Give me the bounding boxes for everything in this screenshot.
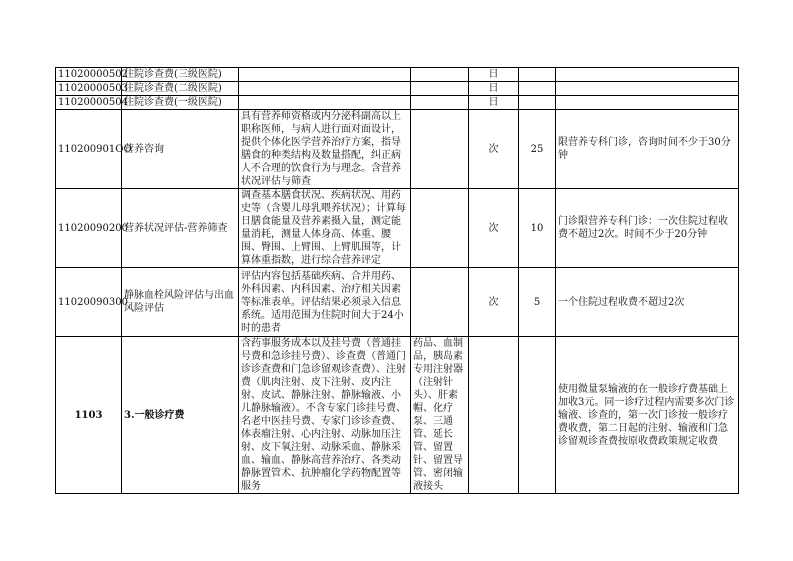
item-code: 110200901OO <box>56 110 122 189</box>
item-content <box>239 82 411 96</box>
item-code: 1103 <box>56 337 122 494</box>
item-exclusions <box>411 68 469 82</box>
item-price <box>519 68 556 82</box>
table-row <box>56 68 739 82</box>
item-exclusions <box>411 110 469 189</box>
item-price <box>519 96 556 110</box>
item-notes <box>556 96 739 110</box>
item-name: 住院诊查费(二级医院) <box>122 82 239 96</box>
item-name: 住院诊查费(三级医院) <box>122 68 239 82</box>
table-row <box>56 337 739 494</box>
item-content: 调查基本膳食状况、疾病状况、用药史等（含婴儿母乳喂养状况）；计算每日膳食能量及营养素摄入量，测定能量消耗，测量人体身高、体重、腰围、臀围、上臂围、上臂肌围等，计算体重指数，进行综合营养评定 <box>239 189 411 268</box>
item-unit: 次 <box>469 268 519 337</box>
item-exclusions <box>411 189 469 268</box>
table-row <box>56 268 739 337</box>
item-name: 3.一般诊疗费 <box>122 337 239 494</box>
item-name: 住院诊查费(一级医院) <box>122 96 239 110</box>
item-price <box>519 82 556 96</box>
fee-table <box>55 67 739 494</box>
item-notes: 门诊限营养专科门诊：一次住院过程收费不超过2次。时间不少于20分钟 <box>556 189 739 268</box>
item-notes <box>556 68 739 82</box>
item-code: 11020090200 <box>56 189 122 268</box>
item-code: 11020000503 <box>56 82 122 96</box>
item-notes: 一个住院过程收费不超过2次 <box>556 268 739 337</box>
item-exclusions <box>411 82 469 96</box>
item-content: 具有营养师资格或内分泌科副高以上职称医师，与病人进行面对面设计，提供个体化医学营养治疗方案，指导膳食的种类结构及数量搭配，纠正病人不合理的饮食行为与理念。含营养状况评估与筛查 <box>239 110 411 189</box>
item-unit: 次 <box>469 110 519 189</box>
table-row <box>56 96 739 110</box>
table-row <box>56 82 739 96</box>
item-price <box>519 337 556 494</box>
item-price: 25 <box>519 110 556 189</box>
item-exclusions <box>411 268 469 337</box>
item-code: 11020090300 <box>56 268 122 337</box>
item-content: 评估内容包括基础疾病、合并用药、外科因素、内科因素、治疗相关因素等标准表单。评估结果必须录入信息系统。适用范围为住院时间大于24小时的患者 <box>239 268 411 337</box>
item-content <box>239 96 411 110</box>
item-notes: 限营养专科门诊，咨询时间不少于30分钟 <box>556 110 739 189</box>
item-name: 营养咨询 <box>122 110 239 189</box>
item-unit: 日 <box>469 96 519 110</box>
item-price: 10 <box>519 189 556 268</box>
item-code: 11020000502 <box>56 68 122 82</box>
item-unit <box>469 337 519 494</box>
item-content: 含药事服务成本以及挂号费（普通挂号费和急诊挂号费）、诊查费（普通门诊诊查费和门急诊留观诊查费）、注射费（肌肉注射、皮下注射、皮内注射、皮试、静脉注射、静脉输液、小儿静脉输液）。不含专家门诊挂号费、名老中医挂号费、专家门诊诊查费、体表瘤注射、心内注射、动脉加压注射、皮下氧注射、动脉采血、静脉采血、输血、静脉高营养治疗、各类动静脉置管术、抗肿瘤化学药物配置等服务 <box>239 337 411 494</box>
table-row <box>56 110 739 189</box>
item-content <box>239 68 411 82</box>
table-row <box>56 189 739 268</box>
item-notes: 使用微量泵输液的在一般诊疗费基础上加收3元。同一诊疗过程内需要多次门诊输液、诊查的，第一次门诊按一般诊疗费收费，第二日起的注射、输液和门急诊留观诊查费按原收费政策规定收费 <box>556 337 739 494</box>
item-name: 静脉血栓风险评估与出血风险评估 <box>122 268 239 337</box>
item-notes <box>556 82 739 96</box>
item-code: 11020000504 <box>56 96 122 110</box>
item-unit: 日 <box>469 82 519 96</box>
item-unit: 日 <box>469 68 519 82</box>
item-price: 5 <box>519 268 556 337</box>
item-exclusions: 药品、血制品，胰岛素专用注射器（注射针头）、肝素帽、化疗泵、三通管、延长管、留置针、留置导管、密闭输液接头 <box>411 337 469 494</box>
item-unit: 次 <box>469 189 519 268</box>
item-exclusions <box>411 96 469 110</box>
item-name: 营养状况评估-营养筛查 <box>122 189 239 268</box>
